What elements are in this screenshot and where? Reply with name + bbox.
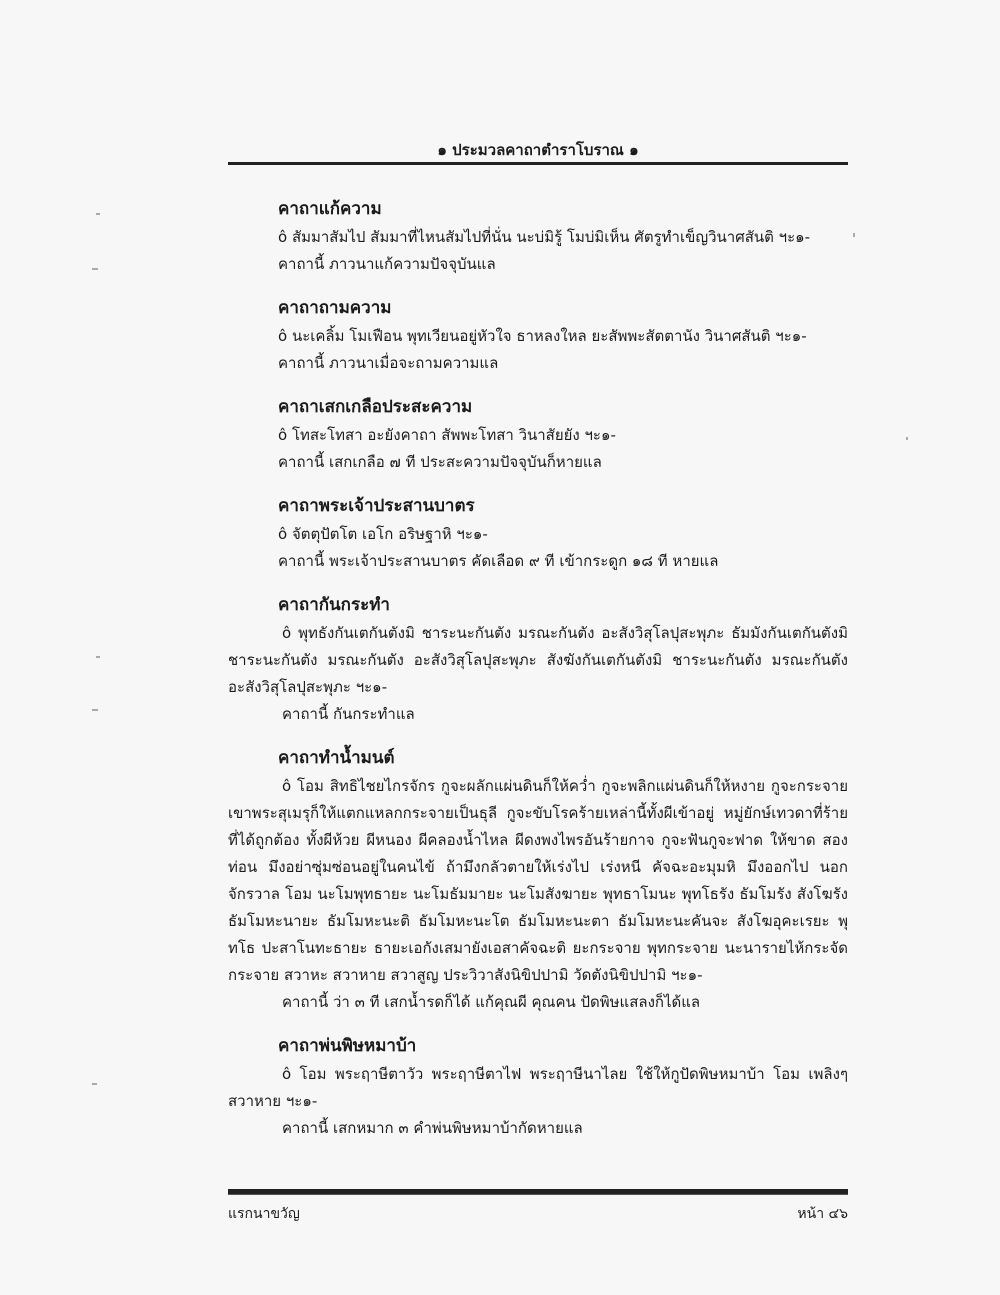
note-line: คาถานี้ ภาวนาแก้ความปัจจุบันแล	[278, 255, 496, 273]
note-line: คาถานี้ กันกระทำแล	[282, 705, 415, 723]
section-title: คาถาแก้ความ	[278, 199, 382, 219]
running-header: ๑ ประมวลคาถาตำราโบราณ ๑	[437, 141, 639, 159]
section-nam-mon	[228, 743, 848, 1016]
section-title: คาถาพระเจ้าประสานบาตร	[278, 496, 475, 516]
chant-paragraph: ô พุทธังกันเตกันตังมิ ชาระนะกันตัง มรณะกันตัง อะสังวิสุโลปุสะพุภะ ธัมมังกันเตกันตังมิ ชาระนะกันตัง มรณะกันตัง อะสังวิสุโลปุสะพุภะ สังฆังกันเตกันตังมิ ชาระนะกันตัง มรณะกันตัง อะสังวิสุโลปุสะพุภะ ฯะ๑-	[228, 624, 848, 696]
chant-line: ô นะเคลิ้ม โมเฟือน พุทเวียนอยู่หัวใจ ธาหลงใหล ยะสัพพะสัตตานัง วินาศสันติ ฯะ๑-	[278, 327, 807, 345]
chant-line: ô จัตตุปัตโต เอโก อริษฐาหิ ฯะ๑-	[278, 525, 488, 543]
scan-speck	[92, 709, 98, 711]
chant-line: ô สัมมาสัมไป สัมมาที่ไหนสัมไปที่นั่น นะบ่มิรู้ โมบ่มิเห็น ศัตรูทำเข็ญวินาศสันติ ฯะ๑-	[278, 228, 811, 246]
chant-paragraph: ô โอม สิทธิไชยไกรจักร กูจะผลักแผ่นดินก็ให้คว่ำ กูจะพลิกแผ่นดินก็ให้หงาย กูจะกระจาย เขาพระสุเมรุก็ให้แตกแหลกกระจายเป็นธุลี กูจะขับโรคร้ายเหล่านี้ทั้งผีเข้าอยู่ หมู่ยักษ์เทวดาที่ร้าย ที่ได้ถูกต้อง ทั้งผีห้วย ผีหนอง ผีคลองน้ำไหล ผีดงพงไพรอันร้ายกาจ กูจะฟันกูจะฟาด ให้ขาด สองท่อน มึงอย่าซุ่มซ่อนอยู่ในคนไข้ ถ้ามึงกลัวตายให้เร่งไป เร่งหนี คัจฉะอะมุมหิ มึงออกไป นอกจักรวาล โอม นะโมพุทธายะ นะโมธัมมายะ นะโมสังฆายะ พุทธาโมนะ พุทโธรัง ธัมโมรัง สังโฆรัง ธัมโมหะนายะ ธัมโมหะนะติ ธัมโมหะนะโต ธัมโมหะนะตา ธัมโมหะนะคันจะ สังโฆอุคะเรยะ พุทโธ ปะสาโนทะธายะ ธายะเอกังเสมายังเอสาคัจฉะติ ยะกระจาย พุทกระจาย นะนารายไห้กระจัด กระจาย สวาหะ สวาหาย สวาสูญ ประวิวาสังนิขิปปามิ วัดตังนิขิปปามิ ฯะ๑-	[228, 777, 848, 984]
note-line: คาถานี้ ว่า ๓ ที เสกน้ำรดก็ได้ แก้คุณผี คุณคน ปัดพิษแสลงก็ได้แล	[282, 993, 701, 1011]
main-content	[228, 194, 848, 1157]
header-divider	[228, 162, 848, 165]
note-line: คาถานี้ ภาวนาเมื่อจะถามความแล	[278, 354, 499, 372]
scan-speck	[96, 656, 100, 658]
footer-divider	[228, 1189, 848, 1195]
scan-speck	[906, 437, 908, 440]
section-title: คาถากันกระทำ	[278, 595, 390, 615]
scan-speck	[92, 268, 98, 270]
note-line: คาถานี้ พระเจ้าประสานบาตร คัดเลือด ๙ ที เข้ากระดูก ๑๘ ที หายแล	[278, 552, 719, 570]
page-number: หน้า ๔๖	[797, 1206, 848, 1222]
section-mah-ba	[228, 1031, 848, 1142]
section-tham-khwam	[228, 293, 848, 377]
scan-speck	[92, 1083, 97, 1085]
section-kae-khwam	[228, 194, 848, 278]
section-kan-kratham	[228, 590, 848, 728]
section-sek-kluea	[228, 392, 848, 476]
section-title: คาถาเสกเกลือประสะความ	[278, 397, 473, 417]
scan-speck	[96, 213, 100, 215]
footer-book-title: แรกนาขวัญ	[228, 1206, 300, 1222]
section-title: คาถาพ่นพิษหมาบ้า	[278, 1036, 417, 1056]
chant-line: ô โทสะโทสา อะยังคาถา สัพพะโทสา วินาสัยยัง ฯะ๑-	[278, 426, 616, 444]
scan-speck	[853, 233, 855, 237]
note-line: คาถานี้ เสกเกลือ ๗ ที ประสะความปัจจุบันก็หายแล	[278, 453, 602, 471]
section-title: คาถาถามความ	[278, 298, 392, 318]
chant-paragraph: ô โอม พระฤาษีตาวัว พระฤาษีตาไฟ พระฤาษีนาไลย ใช้ให้กูปัดพิษหมาบ้า โอม เพลิงๆ สวาหาย ฯะ๑-	[228, 1065, 848, 1110]
section-prasan-bat	[228, 491, 848, 575]
note-line: คาถานี้ เสกหมาก ๓ คำพ่นพิษหมาบ้ากัดหายแล	[282, 1119, 583, 1137]
section-title: คาถาทำน้ำมนต์	[278, 748, 395, 768]
